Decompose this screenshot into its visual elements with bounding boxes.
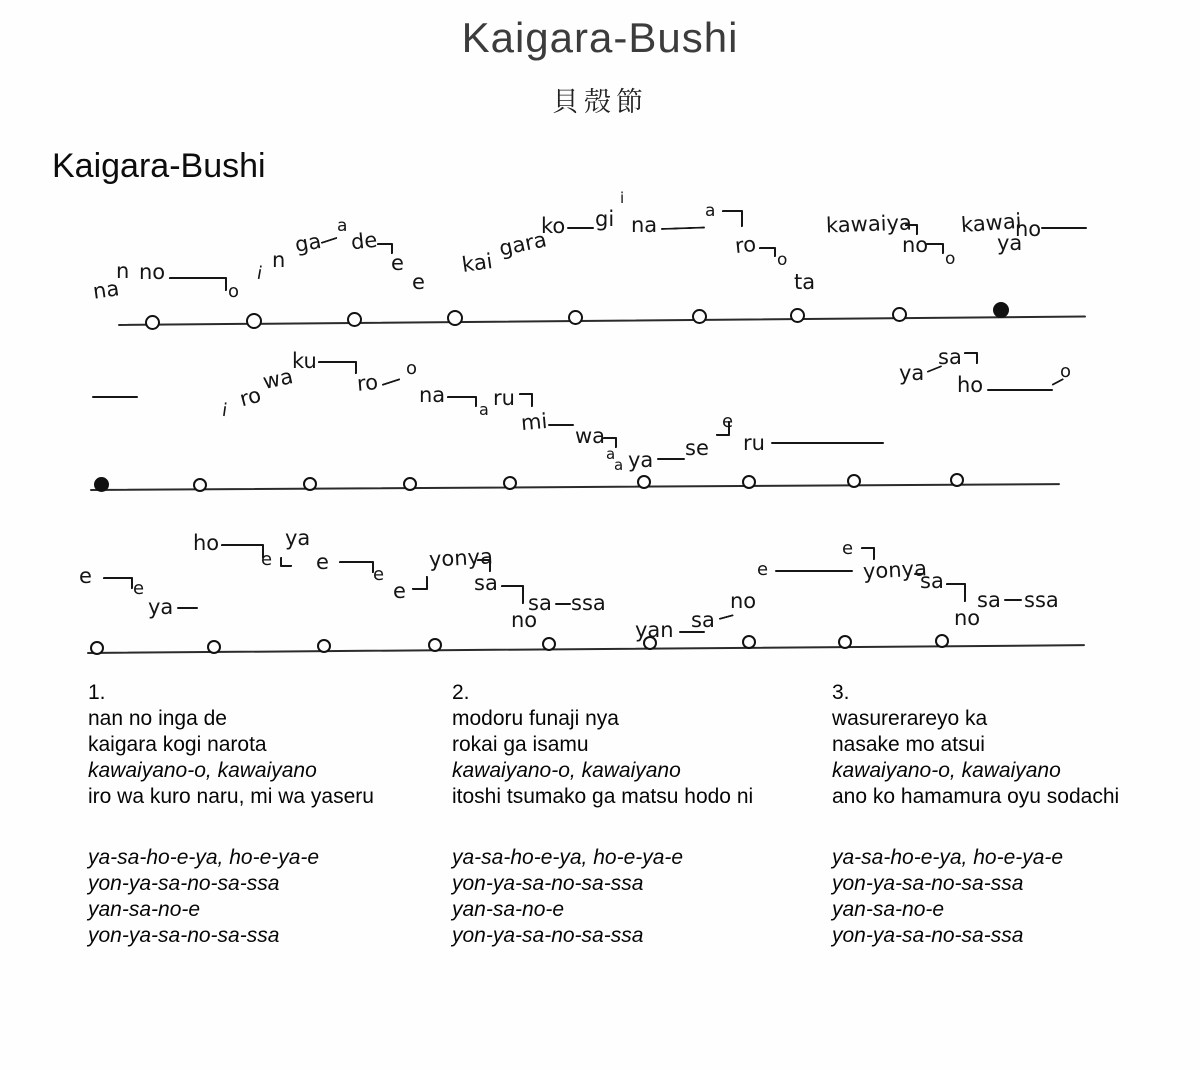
pitch-step-corner <box>964 352 978 364</box>
verse-line: kawaiyano-o, kawaiyano <box>452 759 681 782</box>
syllable: e <box>722 411 734 432</box>
syllable: i <box>255 262 264 285</box>
verse-line: itoshi tsumako ga matsu hodo ni <box>452 785 754 808</box>
beat-circle <box>542 637 556 651</box>
syllable: no <box>139 260 166 284</box>
beat-circle <box>503 476 517 490</box>
syllable: no <box>511 608 538 632</box>
verse-number: 3. <box>832 681 850 704</box>
pitch-step-corner <box>280 557 292 567</box>
chorus-line: yan-sa-no-e <box>88 898 201 921</box>
page-title: Kaigara-Bushi <box>461 14 739 61</box>
syllable: sa <box>920 569 944 593</box>
syllable: ho <box>957 373 984 397</box>
beat-circle <box>303 477 317 491</box>
beat-circle <box>347 312 362 327</box>
syllable: ho <box>193 531 220 555</box>
pitch-step-corner <box>926 243 944 254</box>
beat-dot-filled <box>993 302 1009 318</box>
syllable: gara <box>496 227 549 261</box>
beat-circle <box>742 635 756 649</box>
pitch-slur-line <box>657 458 685 460</box>
beat-circle <box>742 475 756 489</box>
syllable: a <box>479 400 489 419</box>
syllable: se <box>685 436 709 460</box>
verse-line: iro wa kuro naru, mi wa yaseru <box>88 785 374 808</box>
syllable: yan <box>635 618 674 642</box>
syllable: kawaiya <box>825 210 913 238</box>
pitch-step-corner <box>946 583 966 602</box>
chorus-line: yon-ya-sa-no-sa-ssa <box>832 872 1024 895</box>
syllable: ko <box>541 214 566 238</box>
beat-circle <box>950 473 964 487</box>
chorus-line: yon-ya-sa-no-sa-ssa <box>452 872 644 895</box>
syllable: a <box>705 201 716 221</box>
syllable: o <box>1060 361 1072 382</box>
syllable: na <box>91 276 121 304</box>
pitch-slur-line <box>719 614 734 620</box>
chorus-line: ya-sa-ho-e-ya, ho-e-ya-e <box>452 846 684 869</box>
pitch-slur-line <box>771 442 884 444</box>
verse-line: kawaiyano-o, kawaiyano <box>88 759 317 782</box>
pitch-slur-line <box>1041 227 1087 229</box>
syllable: kai <box>460 248 494 278</box>
beat-circle <box>692 309 707 324</box>
beat-circle <box>847 474 861 488</box>
syllable: ru <box>743 431 765 455</box>
chorus-line: yon-ya-sa-no-sa-ssa <box>452 924 644 947</box>
syllable: sa <box>977 588 1001 612</box>
syllable: no <box>954 606 981 630</box>
pitch-slur-line <box>567 227 594 229</box>
verse-column <box>452 680 753 949</box>
pitch-slur-line <box>92 396 138 398</box>
syllable: ya <box>148 595 174 619</box>
beat-circle <box>193 478 207 492</box>
syllable: na <box>419 383 446 407</box>
syllable: ru <box>493 386 515 410</box>
beat-circle <box>892 307 907 322</box>
beat-circle <box>935 634 949 648</box>
syllable: kawai <box>960 208 1023 238</box>
staff-baseline <box>90 483 1060 491</box>
beat-circle <box>447 310 463 326</box>
beat-circle <box>790 308 805 323</box>
verse-line: nasake mo atsui <box>832 733 985 756</box>
pitch-slur-line <box>321 237 338 244</box>
pitch-step-corner <box>339 561 374 573</box>
syllable: wa <box>575 424 606 448</box>
pitch-slur-line <box>382 378 401 386</box>
syllable: ro <box>355 370 379 396</box>
syllable: o <box>945 249 956 269</box>
syllable: o <box>406 358 418 379</box>
chorus-line: yon-ya-sa-no-sa-ssa <box>88 872 280 895</box>
pitch-step-corner <box>412 576 428 590</box>
syllable: sa <box>938 345 962 369</box>
verse-line: kawaiyano-o, kawaiyano <box>832 759 1061 782</box>
syllable: e <box>133 578 145 599</box>
syllable: e <box>757 559 769 580</box>
beat-circle <box>637 475 651 489</box>
chorus-line: yon-ya-sa-no-sa-ssa <box>88 924 280 947</box>
chorus-line: yan-sa-no-e <box>832 898 945 921</box>
syllable: sa <box>474 571 498 595</box>
beat-dot-filled <box>94 477 109 492</box>
staff-baseline <box>118 316 1086 326</box>
pitch-slur-line <box>555 603 571 605</box>
pitch-slur-line <box>775 570 853 572</box>
beat-circle <box>428 638 442 652</box>
pitch-slur-line <box>548 424 574 426</box>
syllable: na <box>631 213 658 237</box>
pitch-step-corner <box>318 361 357 374</box>
syllable: gi <box>595 207 615 231</box>
syllable: mi <box>519 408 549 436</box>
beat-circle <box>838 635 852 649</box>
syllable: o <box>777 250 788 270</box>
syllable: ya <box>899 361 925 385</box>
pitch-step-corner <box>759 247 776 257</box>
song-heading: Kaigara-Bushi <box>52 147 266 185</box>
staff-baseline <box>87 644 1085 654</box>
pitch-slur-line <box>177 607 198 609</box>
beat-circle <box>403 477 417 491</box>
syllable: a <box>337 216 348 236</box>
verse-chorus-gap <box>88 810 374 845</box>
verse-line: wasurerareyo ka <box>832 707 988 730</box>
chorus-line: ya-sa-ho-e-ya, ho-e-ya-e <box>832 846 1064 869</box>
syllable: e <box>261 549 273 570</box>
syllable: sa <box>528 591 552 615</box>
syllable: ssa <box>571 591 606 615</box>
syllable: a <box>614 456 624 474</box>
syllable: i <box>220 399 229 422</box>
syllable: ssa <box>1024 588 1059 612</box>
syllable: sa <box>691 608 715 632</box>
syllable: no <box>902 233 929 257</box>
beat-circle <box>317 639 331 653</box>
verse-line: modoru funaji nya <box>452 707 619 730</box>
verse-column <box>832 680 1119 949</box>
syllable: ta <box>794 270 816 294</box>
pitch-step-corner <box>169 277 227 291</box>
syllable: e <box>391 251 404 275</box>
beat-circle <box>145 315 160 330</box>
syllable: o <box>228 281 240 302</box>
syllable: ya <box>997 231 1023 255</box>
verse-column <box>88 680 374 949</box>
verse-line: rokai ga isamu <box>452 733 589 756</box>
pitch-step-corner <box>501 585 524 604</box>
pitch-slur-line <box>661 226 705 230</box>
pitch-step-corner <box>103 577 133 589</box>
syllable: n <box>272 248 286 272</box>
syllable: de <box>349 227 379 255</box>
syllable: ro <box>733 231 758 259</box>
syllable: i <box>620 189 625 207</box>
syllable: ga <box>293 228 324 258</box>
verse-chorus-gap <box>452 810 753 845</box>
verse-number: 2. <box>452 681 470 704</box>
pitch-step-corner <box>519 393 533 407</box>
chorus-line: ya-sa-ho-e-ya, ho-e-ya-e <box>88 846 320 869</box>
syllable: ku <box>292 349 317 373</box>
syllable: no <box>1015 217 1042 241</box>
syllable: e <box>393 579 406 603</box>
beat-circle <box>207 640 221 654</box>
syllable: ro <box>237 382 264 412</box>
pitch-step-corner <box>447 396 477 407</box>
syllable: e <box>412 270 425 294</box>
syllable: yonya <box>428 544 494 572</box>
chorus-line: yan-sa-no-e <box>452 898 565 921</box>
syllable: no <box>730 589 757 613</box>
syllable: e <box>316 550 329 574</box>
chorus-line: yon-ya-sa-no-sa-ssa <box>832 924 1024 947</box>
pitch-step-corner <box>722 210 743 227</box>
verse-chorus-gap <box>832 810 1119 845</box>
syllable: n <box>116 259 130 283</box>
verse-line: kaigara kogi narota <box>88 733 267 756</box>
syllable: e <box>842 538 854 559</box>
syllable: e <box>79 564 92 588</box>
pitch-step-corner <box>221 544 264 558</box>
pitch-slur-line <box>1004 599 1022 601</box>
syllable: wa <box>260 364 296 394</box>
verse-line: nan no inga de <box>88 707 227 730</box>
pitch-slur-line <box>987 389 1053 391</box>
verse-line: ano ko hamamura oyu sodachi <box>832 785 1120 808</box>
verse-number: 1. <box>88 681 106 704</box>
page-subtitle-japanese: 貝殻節 <box>552 87 648 117</box>
beat-circle <box>90 641 104 655</box>
syllable: a <box>606 445 616 463</box>
beat-circle <box>246 313 262 329</box>
syllable: yonya <box>862 556 928 584</box>
beat-circle <box>568 310 583 325</box>
syllable: e <box>373 564 385 585</box>
syllable: ya <box>285 526 311 550</box>
syllable: ya <box>628 448 654 472</box>
pitch-step-corner <box>861 547 875 560</box>
